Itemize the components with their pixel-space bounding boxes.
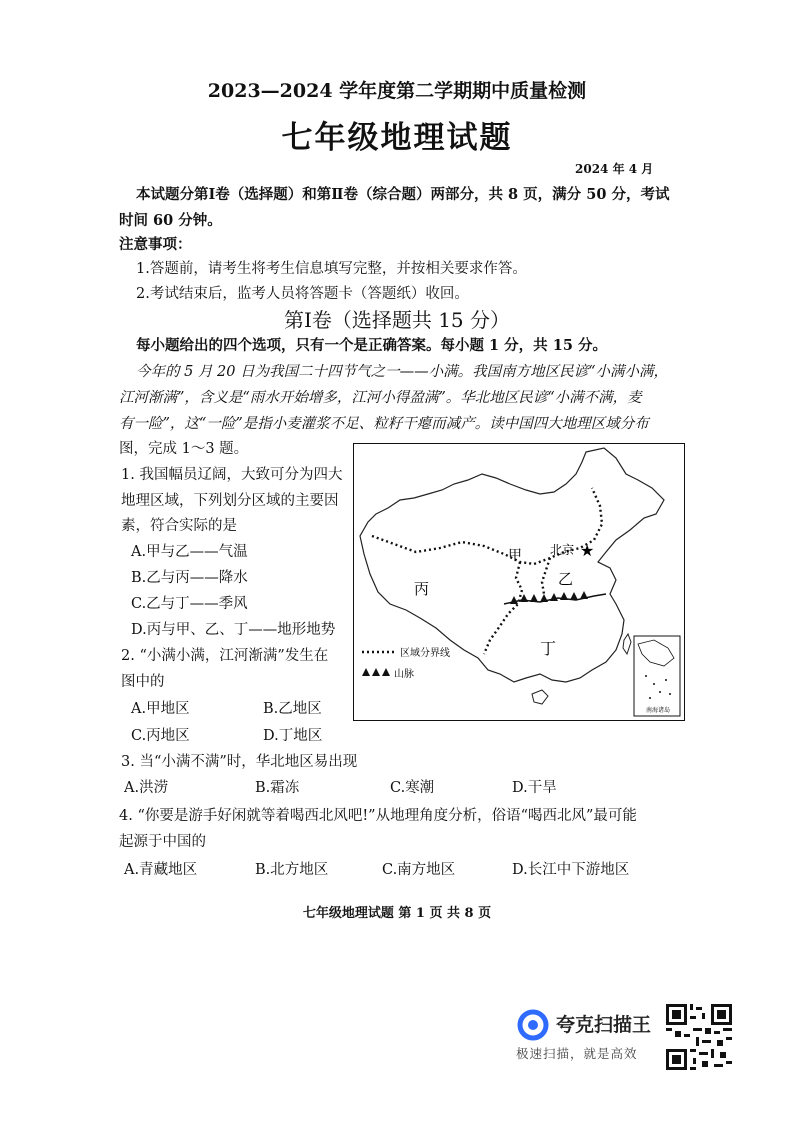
exam-date: 2024 年 4 月 xyxy=(575,162,654,176)
notice-item-2: 2.考试结束后，监考人员将答题卡（答题纸）收回。 xyxy=(136,286,469,302)
hainan-island xyxy=(532,690,548,704)
q1-line-3: 素，符合实际的是 xyxy=(121,518,237,534)
boundary-line-yi xyxy=(542,558,550,594)
q1-line-2: 地理区域，下列划分区域的主要因 xyxy=(121,493,339,509)
q3-stem: 3. 当“小满不满”时，华北地区易出现 xyxy=(121,754,358,770)
q4-option-a: A.青藏地区 xyxy=(124,862,198,878)
q2-option-b: B.乙地区 xyxy=(263,701,322,717)
taiwan-island xyxy=(623,634,631,654)
exam-title: 2023—2024 学年度第二学期期中质量检测 xyxy=(207,80,587,102)
q1-option-b: B.乙与丙——降水 xyxy=(131,570,248,586)
q4-line-1: 4. “你要是游手好闲就等着喝西北风吧!”从地理角度分析，俗语“喝西北风”最可能 xyxy=(119,808,637,824)
q1-option-d: D.丙与甲、乙、丁——地形地势 xyxy=(131,622,336,638)
q4-option-b: B.北方地区 xyxy=(255,862,329,878)
boundary-line-west xyxy=(484,562,522,654)
q2-option-a: A.甲地区 xyxy=(131,701,190,717)
legend-mountain-label: 山脉 xyxy=(394,669,414,680)
label-beijing: 北京 xyxy=(550,543,575,557)
q3-option-a: A.洪涝 xyxy=(124,780,169,796)
passage-line-2: 江河渐满”，含义是“雨水开始增多，江河小得盈满”。华北地区民谚“小满不满，麦 xyxy=(119,390,642,406)
q2-line-2: 图中的 xyxy=(121,674,165,690)
q1-line-1: 1. 我国幅员辽阔，大致可分为四大 xyxy=(121,467,343,483)
mountain-marks xyxy=(510,591,588,604)
passage-line-3: 有一险”，这“一险”是指小麦灌浆不足、粒籽干瘪而减产。读中国四大地理区域分布 xyxy=(119,416,649,432)
q2-line-1: 2. “小满小满，江河渐满”发生在 xyxy=(121,648,329,664)
section-instruction: 每小题给出的四个选项，只有一个是正确答案。每小题 1 分，共 15 分。 xyxy=(136,337,607,354)
q3-option-d: D.干旱 xyxy=(512,780,557,796)
q4-line-2: 起源于中国的 xyxy=(119,834,206,850)
scanner-logo-icon xyxy=(516,1008,550,1042)
q4-option-d: D.长江中下游地区 xyxy=(512,862,630,878)
passage-line-1: 今年的 5 月 20 日为我国二十四节气之一——小满。我国南方地区民谚“小满小满， xyxy=(136,364,669,380)
q3-option-b: B.霜冻 xyxy=(255,780,300,796)
intro-line-1: 本试题分第Ⅰ卷（选择题）和第Ⅱ卷（综合题）两部分，共 8 页，满分 50 分，考试 xyxy=(136,186,670,203)
beijing-star-icon: ★ xyxy=(580,541,595,560)
notice-item-1: 1.答题前，请考生将考生信息填写完整，并按相关要求作答。 xyxy=(136,261,527,277)
page-footer: 七年级地理试题 第 1 页 共 8 页 xyxy=(302,906,492,921)
legend-boundary-label: 区域分界线 xyxy=(400,648,450,659)
passage-line-4: 图，完成 1～3 题。 xyxy=(119,441,249,457)
inset-frame xyxy=(634,636,680,716)
q4-option-c: C.南方地区 xyxy=(382,862,456,878)
intro-line-2: 时间 60 分钟。 xyxy=(119,212,222,229)
label-jia: 甲 xyxy=(508,548,522,564)
brand-slogan: 极速扫描，就是高效 xyxy=(516,1046,638,1061)
q2-option-d: D.丁地区 xyxy=(263,728,323,744)
label-yi: 乙 xyxy=(558,570,574,588)
notice-heading: 注意事项： xyxy=(119,236,192,253)
qr-code-icon xyxy=(666,1004,732,1070)
exam-subtitle: 七年级地理试题 xyxy=(281,120,513,156)
inset-label: 南海诸岛 xyxy=(646,707,671,714)
q3-option-c: C.寒潮 xyxy=(390,780,435,796)
q1-option-c: C.乙与丁——季风 xyxy=(131,596,248,612)
label-bing: 丙 xyxy=(414,580,430,598)
china-map-svg xyxy=(354,444,684,720)
china-regions-map xyxy=(353,443,685,721)
brand-name: 夸克扫描王 xyxy=(556,1014,652,1036)
legend-mountain-symbol xyxy=(362,668,390,676)
q2-option-c: C.丙地区 xyxy=(131,728,190,744)
q1-option-a: A.甲与乙——气温 xyxy=(131,544,248,560)
section-title: 第Ⅰ卷（选择题共 15 分） xyxy=(283,308,511,332)
scanner-watermark xyxy=(514,1004,744,1074)
label-ding: 丁 xyxy=(540,639,557,658)
china-outline xyxy=(360,448,664,682)
